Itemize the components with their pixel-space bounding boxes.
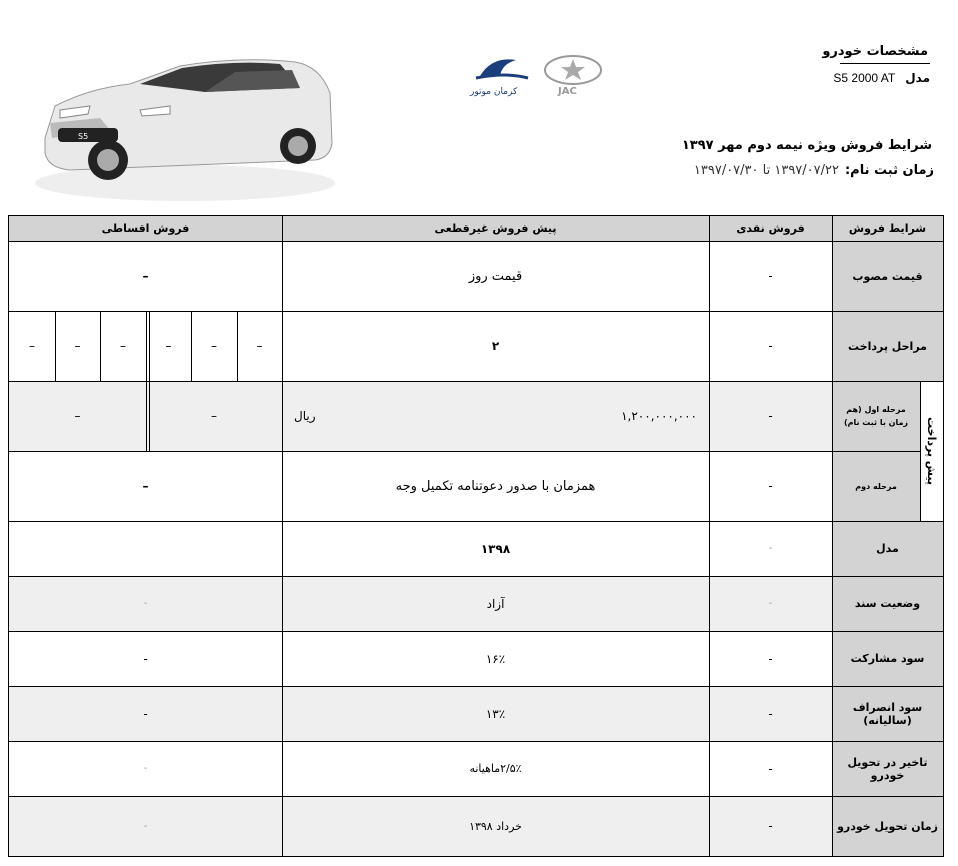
payment-stages-inst-6: – <box>29 339 35 353</box>
approved-price-presale: قیمت روز <box>468 268 523 284</box>
stage1-unit: ریال <box>294 409 316 423</box>
sales-conditions-table <box>8 215 944 857</box>
stage2-installment: – <box>142 479 149 493</box>
approved-price-installment: – <box>142 269 149 283</box>
label-stage2: مرحله دوم <box>832 451 920 521</box>
svg-text:کرمان موتور: کرمان موتور <box>470 87 518 97</box>
payment-stages-presale: ۲ <box>491 339 500 353</box>
registration-row <box>694 163 934 178</box>
stage1-inst-1: – <box>211 409 217 423</box>
grid-line <box>9 451 920 452</box>
grid-line <box>832 216 833 856</box>
stage1-amount: ۱,۲۰۰,۰۰۰,۰۰۰ <box>621 409 697 423</box>
header-presale: پیش فروش غیرقطعی <box>282 216 709 241</box>
label-payment-stages: مراحل پرداخت <box>832 311 943 381</box>
label-participation: سود مشارکت <box>832 631 943 686</box>
label-delay: تاخیر در تحویل خودرو <box>832 741 943 796</box>
delay-cash: - <box>768 761 773 776</box>
header-installment: فروش اقساطی <box>9 216 282 241</box>
jac-logo <box>540 52 606 98</box>
model-label: مدل <box>905 71 930 85</box>
stage1-inst-2: – <box>74 409 81 423</box>
grid-line <box>55 311 56 381</box>
grid-line <box>9 741 943 742</box>
car-image <box>30 48 340 208</box>
cancellation-cash: - <box>768 706 773 721</box>
doc-status-presale: آزاد <box>486 596 505 611</box>
grid-line <box>9 686 943 687</box>
prepayment-group-label: پیش پرداخت <box>925 417 938 485</box>
model-value: S5 2000 AT <box>833 71 896 85</box>
spec-title: مشخصات خودرو <box>822 44 928 59</box>
delivery-cash: - <box>768 819 773 833</box>
grid-line <box>9 796 943 797</box>
payment-stages-inst-1: – <box>256 339 263 353</box>
kerman-motor-logo <box>466 52 538 98</box>
spec-underline <box>840 63 930 64</box>
label-approved-price: قیمت مصوب <box>832 241 943 311</box>
doc-status-installment: - <box>143 598 148 609</box>
header-cash: فروش نقدی <box>709 216 832 241</box>
participation-installment: - <box>143 651 148 666</box>
participation-presale: ۱۶٪ <box>485 651 506 666</box>
grid-line <box>920 381 921 521</box>
stage1-cash: - <box>768 409 773 423</box>
svg-text:S5: S5 <box>78 132 89 141</box>
delay-installment: - <box>143 763 148 774</box>
stage2-presale: همزمان با صدور دعوتنامه تکمیل وجه <box>395 478 596 494</box>
grid-line <box>237 311 238 381</box>
label-delivery: زمان تحویل خودرو <box>832 796 943 856</box>
stage1-presale <box>282 381 709 451</box>
label-stage1: مرحله اول (هم زمان با ثبت نام) <box>832 381 920 451</box>
model-row <box>833 71 930 85</box>
cancellation-installment: - <box>143 706 148 721</box>
model-installment <box>9 521 282 576</box>
registration-dates: ۱۳۹۷/۰۷/۲۲ تا ۱۳۹۷/۰۷/۳۰ <box>693 163 839 178</box>
payment-stages-cash: - <box>768 339 773 353</box>
label-doc-status: وضعیت سند <box>832 576 943 631</box>
delivery-installment: - <box>143 820 148 832</box>
grid-line <box>100 311 101 381</box>
stage2-cash: - <box>768 479 773 493</box>
participation-cash: - <box>768 651 773 666</box>
svg-text:JAC: JAC <box>558 86 577 97</box>
model-cash: - <box>768 543 773 554</box>
grid-line <box>9 631 943 632</box>
registration-label: زمان ثبت نام: <box>844 163 934 178</box>
payment-stages-inst-4: – <box>120 339 126 353</box>
label-model: مدل <box>832 521 943 576</box>
grid-line <box>9 576 943 577</box>
grid-line <box>9 241 943 242</box>
header-conditions: شرایط فروش <box>832 216 943 241</box>
doc-status-cash: - <box>768 598 773 609</box>
approved-price-cash: - <box>768 269 773 283</box>
delivery-presale: خرداد ۱۳۹۸ <box>469 819 522 833</box>
grid-line <box>9 521 943 522</box>
payment-stages-inst-2: – <box>211 339 217 353</box>
label-cancellation: سود انصراف (سالیانه) <box>832 686 943 741</box>
prepayment-group <box>920 381 943 521</box>
cancellation-presale: ۱۳٪ <box>485 706 506 721</box>
grid-line <box>149 311 150 451</box>
delay-presale: ۲/۵٪ماهیانه <box>469 762 522 775</box>
payment-stages-inst-3: – <box>165 339 172 353</box>
grid-line <box>282 216 283 856</box>
model-presale: ۱۳۹۸ <box>480 541 511 556</box>
grid-line <box>191 311 192 381</box>
payment-stages-inst-5: – <box>74 339 81 353</box>
grid-line <box>146 311 147 451</box>
sale-title: شرایط فروش ویژه نیمه دوم مهر ۱۳۹۷ <box>681 138 932 153</box>
grid-line <box>709 216 710 856</box>
